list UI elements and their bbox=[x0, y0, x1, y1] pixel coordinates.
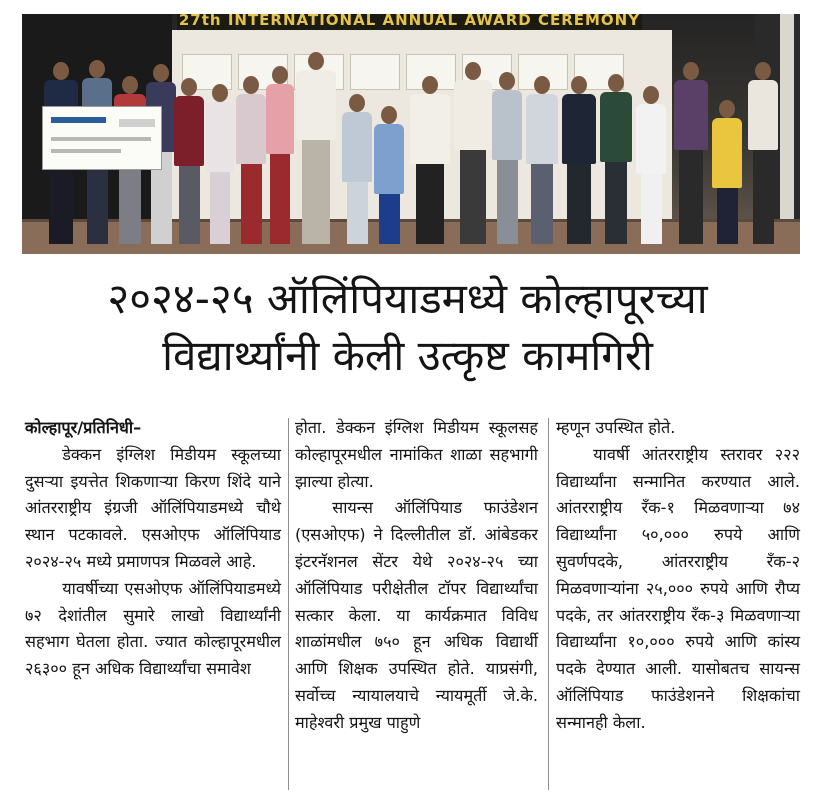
ceremony-banner bbox=[177, 14, 642, 30]
ceremony-banner-text: 27th INTERNATIONAL ANNUAL AWARD CEREMONY bbox=[178, 14, 641, 29]
headline-line-2: विद्यार्थ्यांनी केली उत्कृष्ट कामगिरी bbox=[162, 331, 653, 380]
col1-paragraph-1: डेक्कन इंग्लिश मिडीयम स्कूलच्या दुसऱ्या इयत्तेत शिकणाऱ्या किरण शिंदे याने आंतरराष्ट्रीय इंग्रजी ऑलिंपियाडमध्ये चौथे स्थान पटकावले. एसओएफ ऑलिंपियाड २०२४-२५ मध्ये प्रमाणपत्र मिळवले आहे. bbox=[25, 444, 281, 571]
col2-paragraph-2: सायन्स ऑलिंपियाड फाउंडेशन (एसओएफ) ने दिल्लीतील डॉ. आंबेडकर इंटरनॅशनल सेंटर येथे २०२४-२५ च्या ऑलिंपियाड परीक्षेतील टॉपर विद्यार्थ्यांचा सत्कार केला. या कार्यक्रमात विविध शाळांमधील ७५० हून अधिक विद्यार्थी आणि शिक्षक उपस्थित होते. याप्रसंगी, सर्वोच्च न्यायालयाचे न्यायमूर्ती जे.के. माहेश्वरी प्रमुख पाहुणे bbox=[295, 498, 538, 732]
column-divider-1 bbox=[288, 418, 289, 790]
col3-paragraph-2: यावर्षी आंतरराष्ट्रीय स्तरावर २२२ विद्यार्थ्यांना सन्मानित करण्यात आले. आंतरराष्ट्रीय रँक-१ मिळवणाऱ्या ७४ विद्यार्थ्यांना ५०,००० रुपये आणि सुवर्णपदके, आंतरराष्ट्रीय रँक-२ मिळवणाऱ्यांना २५,००० रुपये आणि रौप्य पदके, तर आंतरराष्ट्रीय रँक-३ मिळवणाऱ्या विद्यार्थ्यांना १०,००० रुपये आणि कांस्य पदके देण्यात आली. यासोबतच सायन्स ऑलिंपियाड फाउंडेशनने शिक्षकांचा सन्मानही केला. bbox=[556, 444, 800, 732]
column-divider-2 bbox=[548, 418, 549, 790]
article-column-3 bbox=[556, 415, 800, 737]
col3-paragraph-1: म्हणून उपस्थित होते. bbox=[556, 418, 676, 437]
col1-paragraph-2: यावर्षीच्या एसओएफ ऑलिंपियाडमध्ये ७२ देशांतील सुमारे लाखो विद्यार्थ्यांनी सहभाग घेतला होता. ज्यात कोल्हापूरमधील २६३०० हून अधिक विद्यार्थ्यांचा समावेश bbox=[25, 578, 281, 679]
headline bbox=[0, 270, 815, 384]
article-column-2 bbox=[295, 415, 538, 737]
dateline: कोल्हापूर/प्रतिनिधी– bbox=[25, 418, 142, 437]
article-column-1 bbox=[25, 415, 281, 683]
award-cheque bbox=[42, 106, 162, 170]
headline-line-1: २०२४-२५ ऑलिंपियाडमध्ये कोल्हापूरच्या bbox=[107, 274, 708, 323]
award-ceremony-photo bbox=[22, 14, 800, 254]
col2-paragraph-1: होता. डेक्कन इंग्लिश मिडीयम स्कूलसह कोल्हापूरमधील नामांकित शाळा सहभागी झाल्या होत्या. bbox=[295, 418, 538, 491]
